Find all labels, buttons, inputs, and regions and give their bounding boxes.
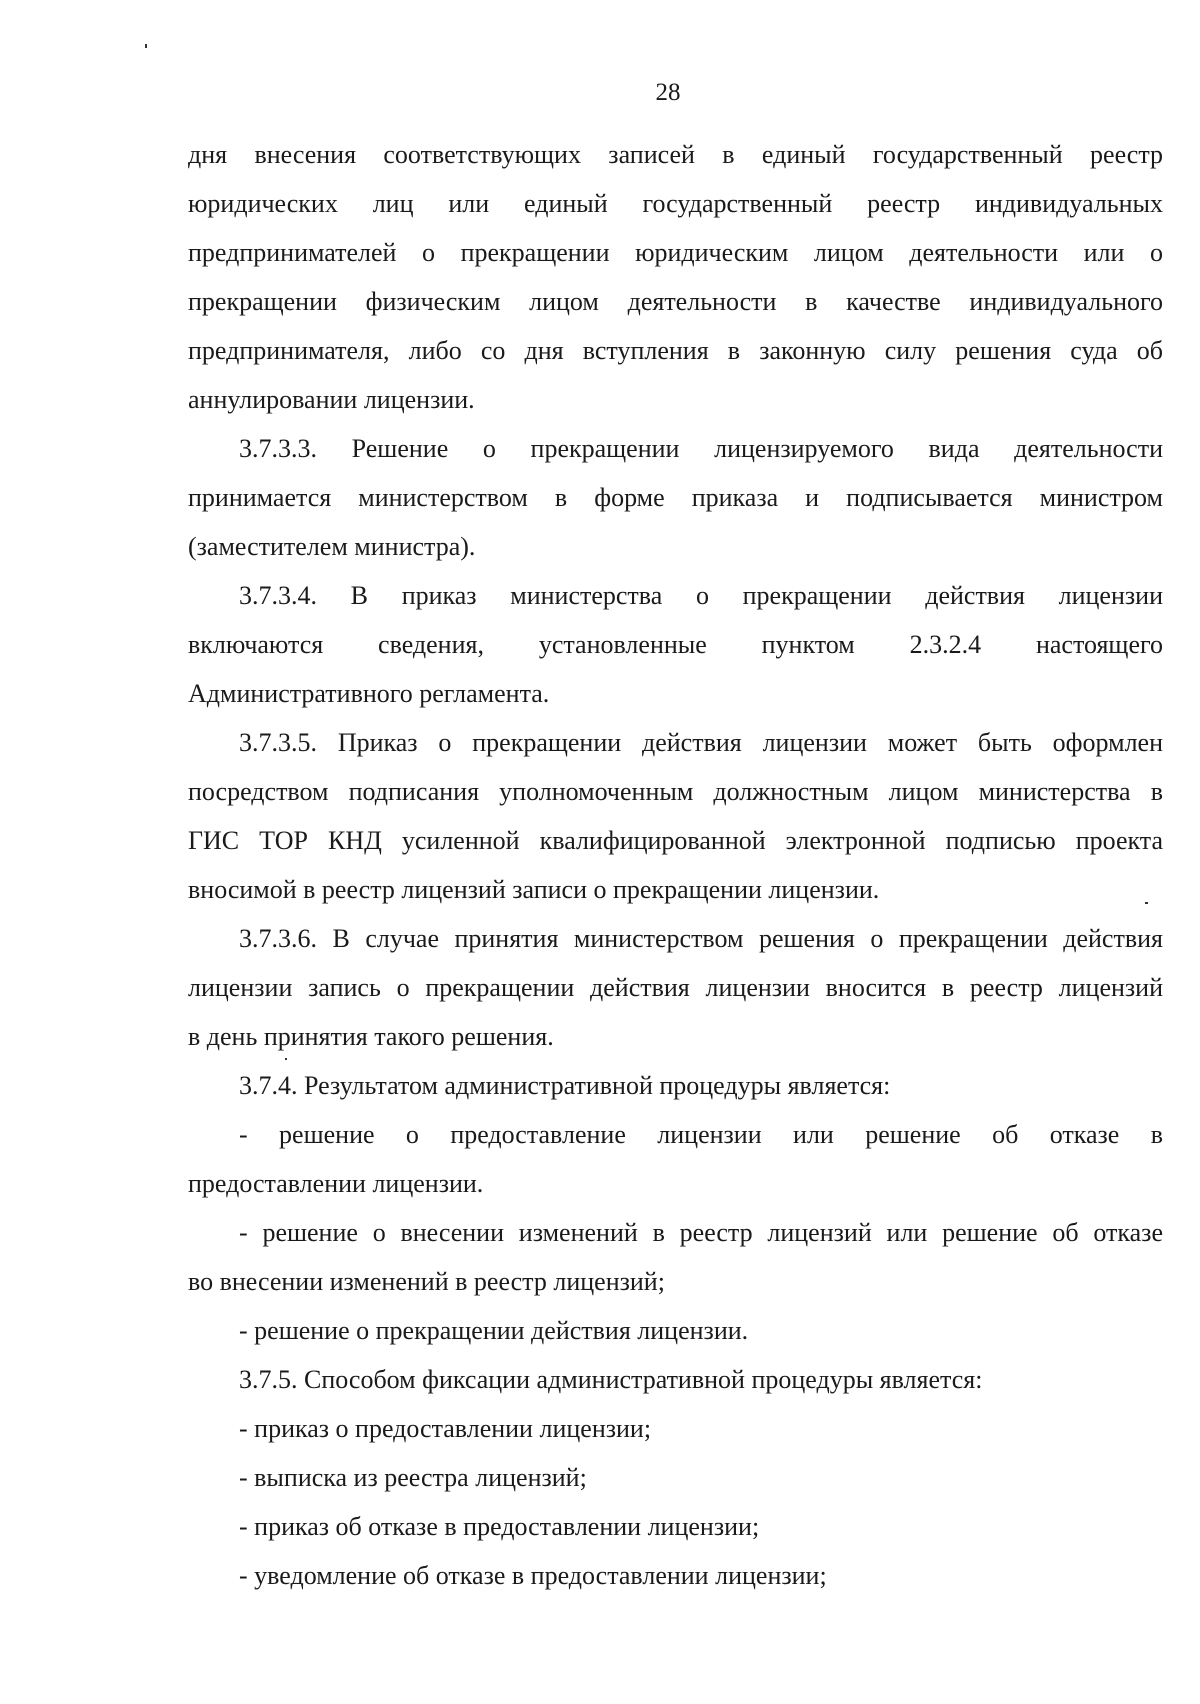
text-line: 3.7.3.4. В приказ министерства о прекращении действия лицензии — [239, 581, 1163, 610]
list-item — [188, 1404, 1163, 1453]
text-line: лицензии запись о прекращении действия лицензии вносится в реестр лицензий — [188, 973, 1163, 1002]
text-line-last: - приказ об отказе в предоставлении лицензии; — [239, 1512, 760, 1541]
list-item — [188, 1453, 1163, 1502]
text-line-last: предоставлении лицензии. — [188, 1169, 484, 1198]
text-line: прекращении физическим лицом деятельности в качестве индивидуального — [188, 287, 1163, 316]
text-line-last: - уведомление об отказе в предоставлении лицензии; — [239, 1561, 827, 1590]
text-line-last: - решение о прекращении действия лицензии. — [239, 1316, 749, 1345]
text-line: 3.7.3.5. Приказ о прекращении действия лицензии может быть оформлен — [239, 728, 1163, 757]
text-line-last: 3.7.5. Способом фиксации административной процедуры является: — [239, 1365, 983, 1394]
text-line-last: - приказ о предоставлении лицензии; — [239, 1414, 652, 1443]
paragraph — [188, 1061, 1163, 1110]
text-line-last: 3.7.4. Результатом административной процедуры является: — [239, 1071, 891, 1100]
text-line: юридических лиц или единый государственный реестр индивидуальных — [188, 189, 1163, 218]
text-line-last: (заместителем министра). — [188, 532, 476, 561]
list-item — [188, 1208, 1163, 1306]
text-line: 3.7.3.6. В случае принятия министерством решения о прекращении действия — [239, 924, 1163, 953]
list-item — [188, 1306, 1163, 1355]
paragraph — [188, 571, 1163, 718]
text-line: принимается министерством в форме приказа и подписывается министром — [188, 483, 1163, 512]
text-line-last: аннулировании лицензии. — [188, 385, 475, 414]
text-line: - решение о внесении изменений в реестр лицензий или решение об отказе — [239, 1218, 1163, 1247]
text-line-last: во внесении изменений в реестр лицензий; — [188, 1267, 665, 1296]
text-line: предпринимателей о прекращении юридическим лицом деятельности или о — [188, 238, 1163, 267]
text-line: предпринимателя, либо со дня вступления в законную силу решения суда об — [188, 336, 1163, 365]
text-line: дня внесения соответствующих записей в единый государственный реестр — [188, 140, 1163, 169]
list-item — [188, 1110, 1163, 1208]
page-number: 28 — [655, 79, 681, 106]
paragraph — [188, 718, 1163, 914]
text-line: - решение о предоставление лицензии или решение об отказе в — [239, 1120, 1163, 1149]
text-line: ГИС ТОР КНД усиленной квалифицированной электронной подписью проекта — [188, 826, 1163, 855]
text-line: посредством подписания уполномоченным должностным лицом министерства в — [188, 777, 1163, 806]
text-line-last: - выписка из реестра лицензий; — [239, 1463, 587, 1492]
document-body — [188, 130, 1163, 1600]
list-item — [188, 1502, 1163, 1551]
text-line-last: вносимой в реестр лицензий записи о прекращении лицензии. — [188, 875, 880, 904]
text-line: 3.7.3.3. Решение о прекращении лицензируемого вида деятельности — [239, 434, 1163, 463]
list-item — [188, 1551, 1163, 1600]
text-line-last: Административного регламента. — [188, 679, 550, 708]
scan-speck — [145, 44, 147, 48]
paragraph — [188, 424, 1163, 571]
paragraph — [188, 130, 1163, 424]
text-line: включаются сведения, установленные пунктом 2.3.2.4 настоящего — [188, 630, 1163, 659]
paragraph — [188, 1355, 1163, 1404]
paragraph — [188, 914, 1163, 1061]
text-line-last: в день принятия такого решения. — [188, 1022, 554, 1051]
